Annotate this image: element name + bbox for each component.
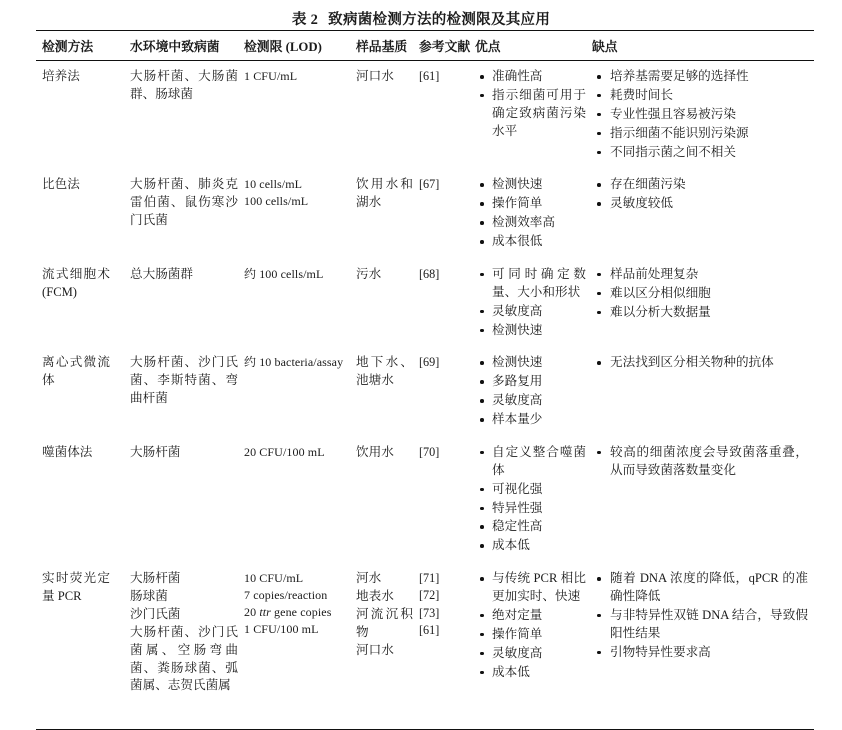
con-item: 存在细菌污染 <box>596 176 808 194</box>
cell-pros <box>475 437 592 563</box>
cell-method <box>36 169 130 259</box>
reference-entry[interactable]: [71] <box>419 571 440 586</box>
pathogen-entry: 肠球菌 <box>130 589 168 603</box>
cell-method <box>36 437 130 563</box>
reference-entry[interactable]: [67] <box>419 177 440 192</box>
pro-item: 检测效率高 <box>479 214 586 232</box>
con-list <box>592 354 808 372</box>
cell-method <box>36 563 130 730</box>
matrix-entry: 河水 <box>356 571 382 586</box>
column-header-pros: 优点 <box>475 31 592 61</box>
con-item: 耗费时间长 <box>596 87 808 105</box>
pro-item: 可同时确定数量、大小和形状 <box>479 266 586 302</box>
con-item: 灵敏度较低 <box>596 195 808 213</box>
lod-entry: 100 cells/mL <box>244 194 309 209</box>
con-list <box>592 570 808 661</box>
cell-reference <box>419 259 475 348</box>
con-list <box>592 176 808 213</box>
column-header-cons: 缺点 <box>592 31 814 61</box>
method-name: 噬菌体法 <box>42 444 93 459</box>
pro-item: 与传统 PCR 相比更加实时、快速 <box>479 570 586 606</box>
lod-entry: 约 100 cells/mL <box>244 266 324 281</box>
lod-entry: 1 CFU/100 mL <box>244 622 319 637</box>
pro-list <box>475 266 586 340</box>
pathogen-entry: 总大肠菌群 <box>130 266 193 281</box>
cell-pathogen <box>130 259 244 348</box>
lod-entry: 20 CFU/100 mL <box>244 444 325 459</box>
con-item: 难以分析大数据量 <box>596 304 808 322</box>
pro-list <box>475 68 586 141</box>
table-row <box>36 259 814 348</box>
cell-pathogen <box>130 563 244 730</box>
matrix-entry: 地下水、池塘水 <box>356 355 413 388</box>
table-row <box>36 169 814 259</box>
matrix-entry: 污水 <box>356 266 382 281</box>
table-caption-title: 致病菌检测方法的检测限及其应用 <box>328 12 551 28</box>
pro-item: 成本低 <box>479 664 586 682</box>
reference-entry[interactable]: [61] <box>419 623 440 638</box>
matrix-entry: 饮用水和湖水 <box>356 177 413 210</box>
cell-cons <box>592 347 814 437</box>
cell-pros <box>475 347 592 437</box>
con-item: 无法找到区分相关物种的抗体 <box>596 354 808 372</box>
lod-entry: 10 CFU/mL <box>244 571 304 586</box>
con-item: 与非特异性双链 DNA 结合，导致假阳性结果 <box>596 607 808 643</box>
cell-cons <box>592 437 814 563</box>
lod-entry: 20 ttr gene copies <box>244 605 332 620</box>
pro-item: 样本量少 <box>479 411 586 429</box>
method-name: 培养法 <box>42 69 80 83</box>
column-header-pathogen: 水环境中致病菌 <box>130 31 244 61</box>
cell-matrix <box>356 347 419 437</box>
reference-entry[interactable]: [69] <box>419 355 440 370</box>
cell-lod <box>244 169 356 259</box>
pro-item: 操作简单 <box>479 195 586 213</box>
pro-list <box>475 354 586 429</box>
table-caption-label: 表 2 <box>291 12 319 28</box>
pro-item: 指示细菌可用于确定致病菌污染水平 <box>479 87 586 141</box>
reference-entry[interactable]: [72] <box>419 588 440 603</box>
column-header-matrix: 样品基质 <box>356 31 419 61</box>
reference-entry[interactable]: [68] <box>419 266 440 281</box>
pro-item: 灵敏度高 <box>479 392 586 410</box>
cell-lod <box>244 61 356 170</box>
method-name: 实时荧光定量 PCR <box>42 571 110 603</box>
pro-item: 检测快速 <box>479 322 586 340</box>
cell-matrix <box>356 563 419 730</box>
table-row <box>36 347 814 437</box>
con-item: 随着 DNA 浓度的降低，qPCR 的准确性降低 <box>596 570 808 606</box>
reference-entry[interactable]: [73] <box>419 605 440 620</box>
cell-reference <box>419 169 475 259</box>
cell-matrix <box>356 437 419 563</box>
table-header-row <box>36 31 814 61</box>
cell-reference <box>419 347 475 437</box>
pathogen-entry: 沙门氏菌 <box>130 606 181 621</box>
con-item: 不同指示菌之间不相关 <box>596 144 808 162</box>
cell-matrix <box>356 61 419 170</box>
pathogen-entry: 大肠杆菌、肺炎克雷伯菌、鼠伤寒沙门氏菌 <box>130 177 238 228</box>
cell-reference <box>419 61 475 170</box>
con-item: 引物特异性要求高 <box>596 644 808 662</box>
cell-method <box>36 259 130 348</box>
lod-entry: 约 10 bacteria/assay <box>244 355 344 370</box>
cell-cons <box>592 563 814 730</box>
table-row <box>36 563 814 730</box>
matrix-entry: 饮用水 <box>356 444 394 459</box>
table-header <box>36 31 814 61</box>
pro-list <box>475 176 586 251</box>
table-row <box>36 61 814 170</box>
matrix-entry: 河口水 <box>356 69 394 83</box>
cell-reference <box>419 563 475 730</box>
cell-cons <box>592 169 814 259</box>
con-list <box>592 68 808 161</box>
cell-method <box>36 61 130 170</box>
cell-pathogen <box>130 61 244 170</box>
pro-item: 可视化强 <box>479 481 586 499</box>
method-name: 比色法 <box>42 177 80 192</box>
lod-entry: 10 cells/mL <box>244 177 303 192</box>
cell-matrix <box>356 259 419 348</box>
table-row <box>36 437 814 563</box>
pro-item: 检测快速 <box>479 176 586 194</box>
pathogen-entry: 大肠杆菌 <box>130 571 181 586</box>
reference-entry[interactable]: [70] <box>419 444 440 459</box>
pro-list <box>475 570 586 681</box>
method-name: 流式细胞术(FCM) <box>42 266 110 299</box>
cell-lod <box>244 259 356 348</box>
detection-methods-table <box>36 30 814 730</box>
con-item: 较高的细菌浓度会导致菌落重叠，从而导致菌落数量变化 <box>596 444 808 480</box>
method-name: 离心式微流体 <box>42 355 110 388</box>
cell-pros <box>475 563 592 730</box>
cell-pros <box>475 61 592 170</box>
cell-matrix <box>356 169 419 259</box>
reference-entry[interactable]: [61] <box>419 69 440 83</box>
cell-reference <box>419 437 475 563</box>
column-header-reference: 参考文献 <box>419 31 475 61</box>
matrix-entry: 地表水 <box>356 589 394 603</box>
pro-item: 检测快速 <box>479 354 586 372</box>
con-list <box>592 266 808 322</box>
cell-pros <box>475 259 592 348</box>
pathogen-entry: 大肠杆菌、沙门氏菌、李斯特菌、弯曲杆菌 <box>130 355 238 406</box>
con-list <box>592 444 808 480</box>
cell-lod <box>244 437 356 563</box>
column-header-lod: 检测限 (LOD) <box>244 31 356 61</box>
cell-lod <box>244 347 356 437</box>
cell-pathogen <box>130 437 244 563</box>
table-body <box>36 61 814 730</box>
pathogen-entry: 大肠杆菌、大肠菌群、肠球菌 <box>130 69 238 101</box>
column-header-method: 检测方法 <box>36 31 130 61</box>
pro-item: 多路复用 <box>479 373 586 391</box>
pro-item: 自定义整合噬菌体 <box>479 444 586 480</box>
pro-item: 特异性强 <box>479 500 586 518</box>
table-caption <box>0 8 842 29</box>
pro-item: 稳定性高 <box>479 518 586 536</box>
pathogen-entry: 大肠杆菌、沙门氏菌属、空肠弯曲菌、粪肠球菌、弧菌属、志贺氏菌属 <box>130 624 238 693</box>
lod-entry: 7 copies/reaction <box>244 588 328 603</box>
pathogen-entry: 大肠杆菌 <box>130 444 181 459</box>
pro-item: 灵敏度高 <box>479 645 586 663</box>
pro-list <box>475 444 586 555</box>
cell-cons <box>592 61 814 170</box>
con-item: 培养基需要足够的选择性 <box>596 68 808 86</box>
con-item: 指示细菌不能识别污染源 <box>596 125 808 143</box>
pro-item: 灵敏度高 <box>479 303 586 321</box>
pro-item: 成本很低 <box>479 233 586 251</box>
matrix-entry: 河口水 <box>356 642 394 657</box>
con-item: 样品前处理复杂 <box>596 266 808 284</box>
pro-item: 准确性高 <box>479 68 586 86</box>
table-container <box>36 30 808 730</box>
cell-pathogen <box>130 347 244 437</box>
lod-entry: 1 CFU/mL <box>244 69 298 83</box>
pro-item: 成本低 <box>479 537 586 555</box>
matrix-entry: 河流沉积物 <box>356 606 413 639</box>
cell-cons <box>592 259 814 348</box>
cell-pros <box>475 169 592 259</box>
cell-lod <box>244 563 356 730</box>
cell-method <box>36 347 130 437</box>
pro-item: 操作简单 <box>479 626 586 644</box>
con-item: 难以区分相似细胞 <box>596 285 808 303</box>
cell-pathogen <box>130 169 244 259</box>
con-item: 专业性强且容易被污染 <box>596 106 808 124</box>
pro-item: 绝对定量 <box>479 607 586 625</box>
